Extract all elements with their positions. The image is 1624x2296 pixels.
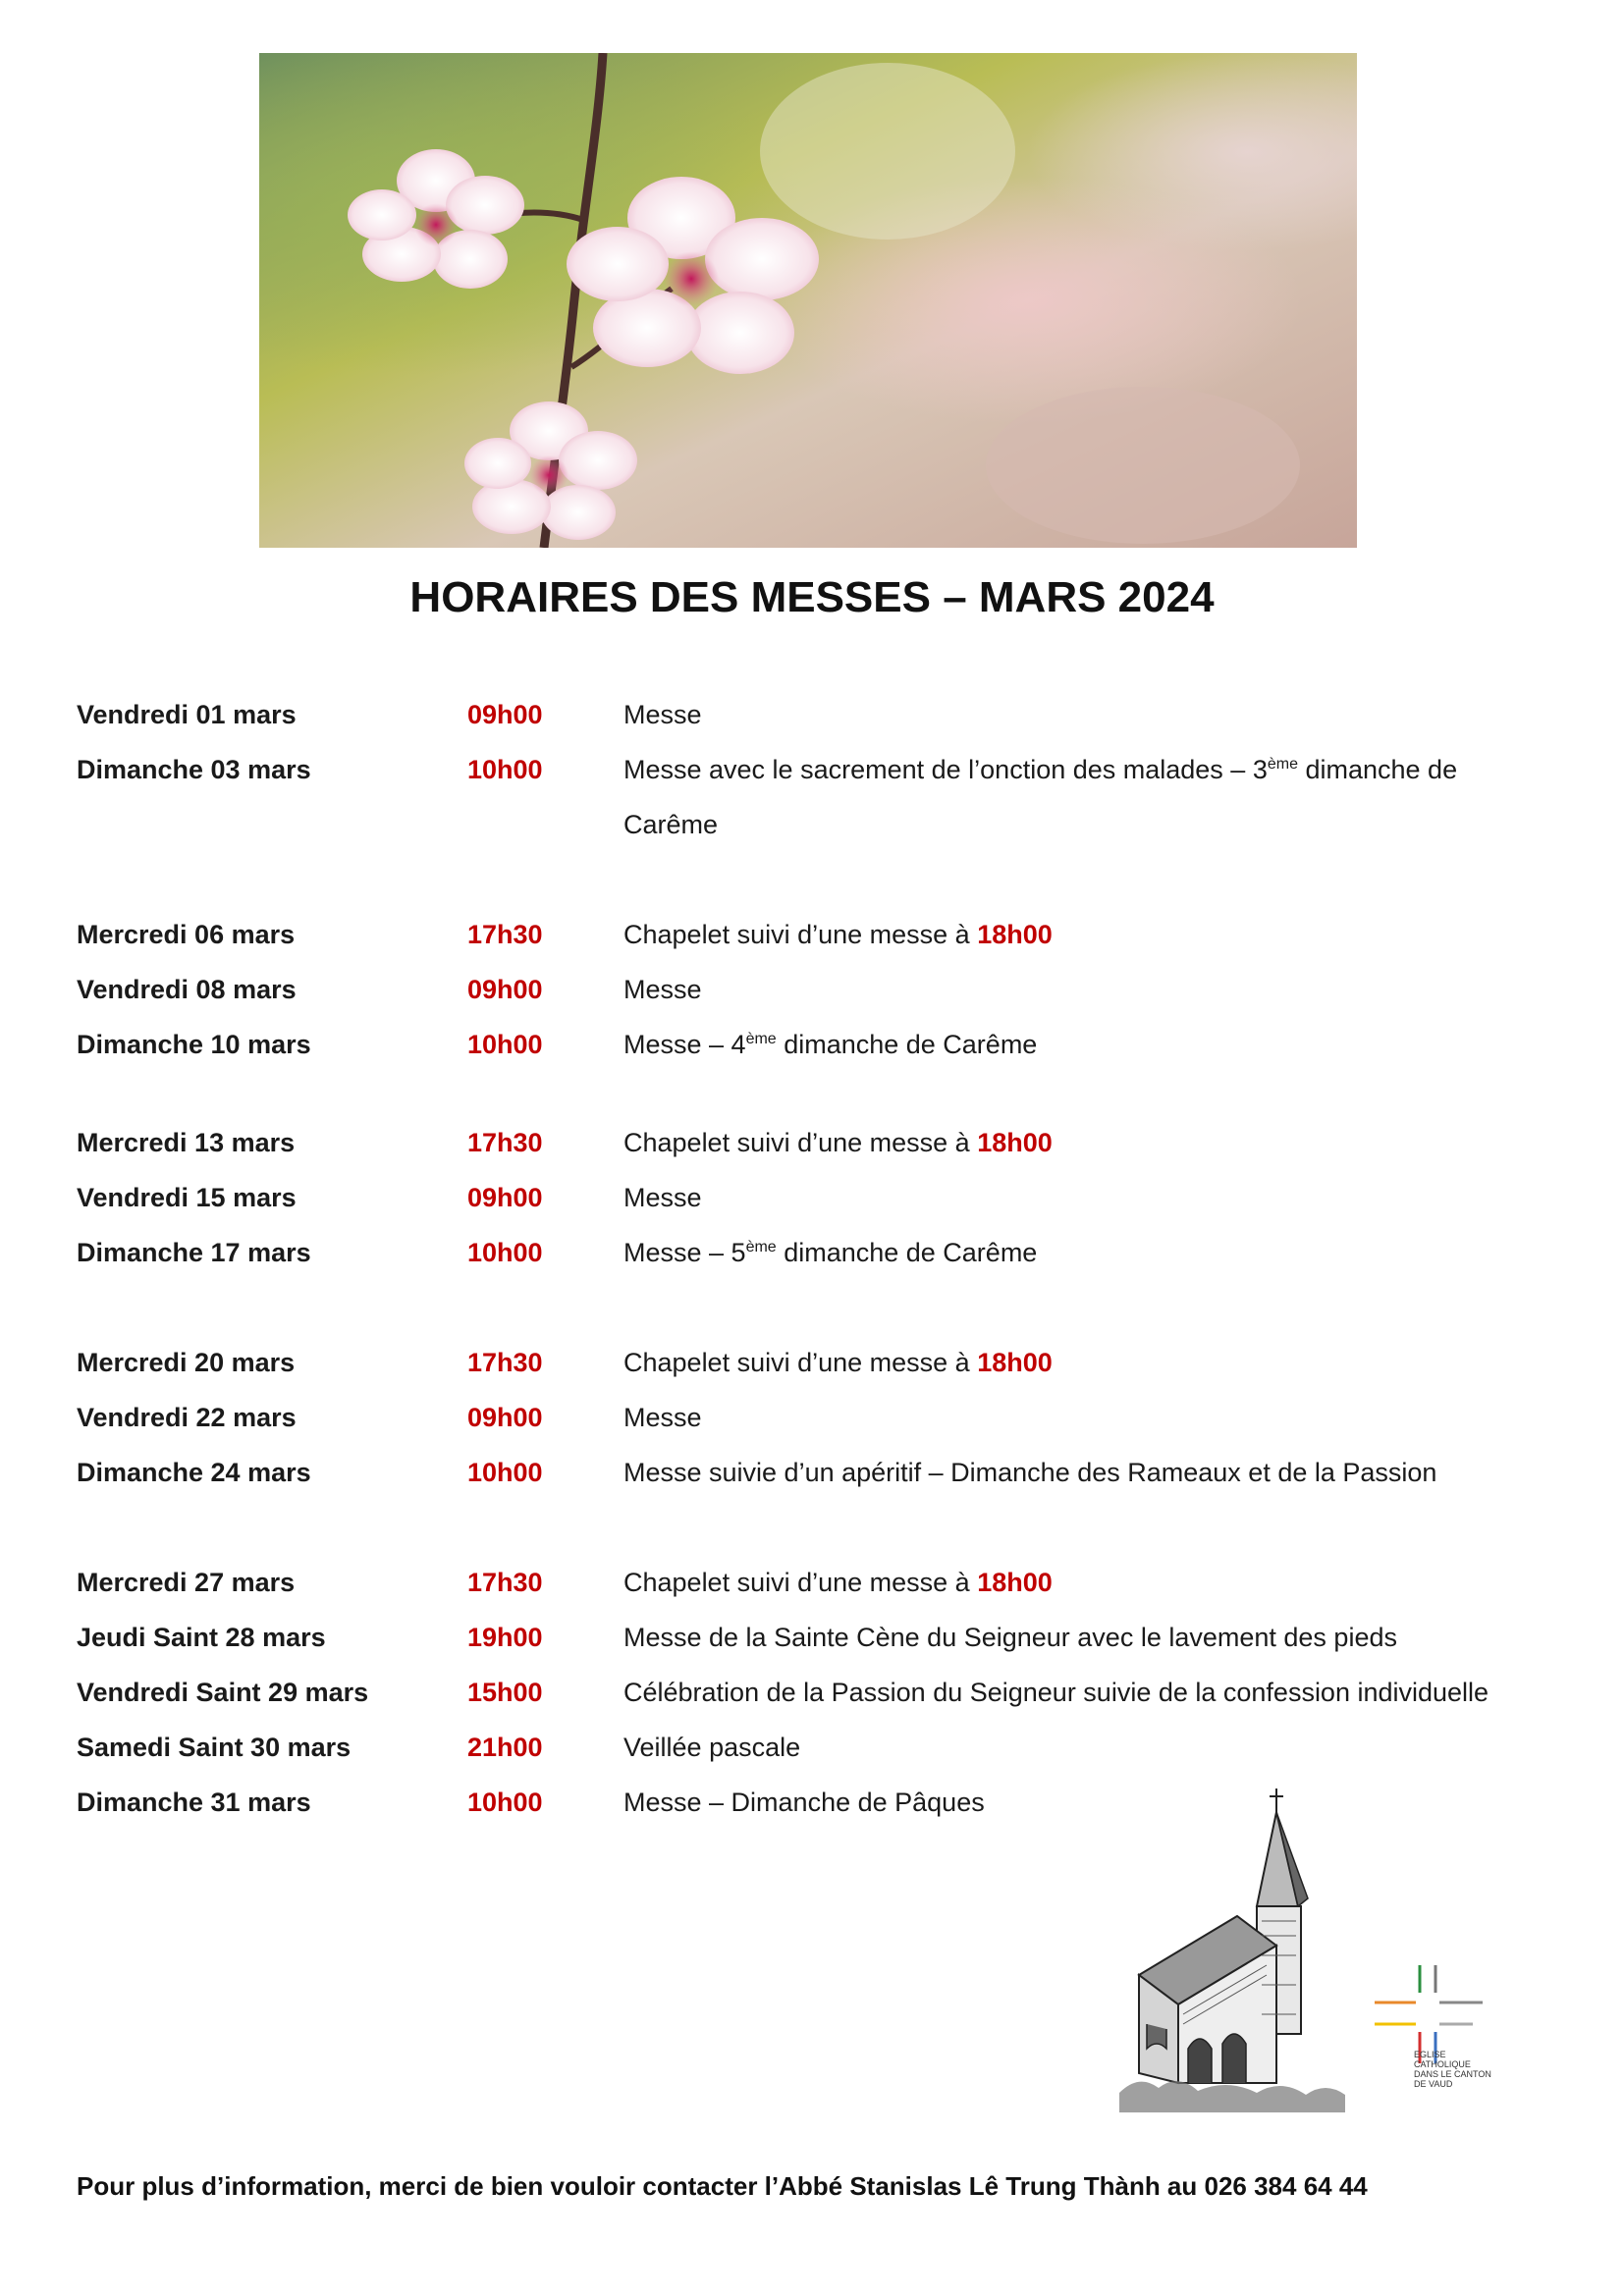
description-text: Chapelet suivi d’une messe à [623,1128,978,1157]
schedule-time: 09h00 [467,975,543,1004]
schedule-day: Vendredi 08 mars [77,975,297,1004]
schedule-day: Vendredi 01 mars [77,700,297,729]
schedule-time: 10h00 [467,1030,543,1059]
schedule-description [623,1115,1549,1170]
schedule-time: 10h00 [467,1788,543,1817]
logo-caption [1414,2050,1492,2089]
schedule-day: Dimanche 10 mars [77,1030,311,1059]
schedule-description: Messe [623,700,702,729]
ordinal-suffix: ème [745,1239,777,1255]
schedule-row [77,962,1549,1017]
logo-line: DANS LE CANTON [1414,2069,1491,2079]
schedule-description [623,1225,1549,1280]
schedule-description: Messe de la Sainte Cène du Seigneur avec le lavement des pieds [623,1623,1397,1652]
logo-line: CATHOLIQUE [1414,2059,1471,2069]
schedule-day: Vendredi 15 mars [77,1183,297,1212]
mass-time: 18h00 [977,920,1053,949]
schedule-row [77,1225,1549,1280]
schedule-row [77,1555,1549,1610]
schedule-description: Messe – Dimanche de Pâques [623,1788,985,1817]
schedule-day: Vendredi Saint 29 mars [77,1678,369,1707]
schedule-description: Messe suivie d’un apéritif – Dimanche des Rameaux et de la Passion [623,1458,1437,1487]
mass-time: 18h00 [977,1128,1053,1157]
schedule-row [77,1335,1549,1390]
mass-time: 18h00 [977,1568,1053,1597]
description-text: dimanche de Carême [623,755,1458,839]
schedule-time: 10h00 [467,1238,543,1267]
schedule-row [77,1665,1549,1720]
schedule-time: 17h30 [467,920,543,949]
ordinal-suffix: ème [745,1031,777,1047]
mass-schedule [77,687,1549,1830]
schedule-row [77,907,1549,962]
schedule-time: 09h00 [467,1183,543,1212]
description-text: Messe avec le sacrement de l’onction des malades – 3 [623,755,1268,784]
description-text: Chapelet suivi d’une messe à [623,1568,978,1597]
schedule-time: 21h00 [467,1733,543,1762]
cherry-blossom-image [259,53,1357,548]
ordinal-suffix: ème [1267,756,1298,773]
mass-time: 18h00 [977,1348,1053,1377]
page-title: HORAIRES DES MESSES – MARS 2024 [409,573,1215,621]
schedule-description: Messe [623,1183,702,1212]
schedule-time: 17h30 [467,1128,543,1157]
schedule-time: 17h30 [467,1348,543,1377]
schedule-time: 15h00 [467,1678,543,1707]
schedule-row [77,742,1549,852]
schedule-row [77,1170,1549,1225]
schedule-time: 10h00 [467,755,543,784]
schedule-row [77,1445,1549,1500]
schedule-day: Dimanche 03 mars [77,755,311,784]
description-text: dimanche de Carême [776,1030,1038,1059]
description-text: Messe – 4 [623,1030,746,1059]
schedule-day: Dimanche 17 mars [77,1238,311,1267]
schedule-time: 10h00 [467,1458,543,1487]
description-text: Messe – 5 [623,1238,746,1267]
schedule-description: Messe [623,975,702,1004]
schedule-row [77,1390,1549,1445]
schedule-day: Mercredi 20 mars [77,1348,296,1377]
logo-line: EGLISE [1414,2050,1446,2059]
schedule-day: Jeudi Saint 28 mars [77,1623,326,1652]
schedule-day: Mercredi 27 mars [77,1568,296,1597]
schedule-day: Mercredi 13 mars [77,1128,296,1157]
schedule-description [623,742,1549,852]
schedule-time: 19h00 [467,1623,543,1652]
schedule-day: Samedi Saint 30 mars [77,1733,352,1762]
logo-line: DE VAUD [1414,2079,1453,2089]
schedule-day: Dimanche 24 mars [77,1458,311,1487]
contact-footer: Pour plus d’information, merci de bien vouloir contacter l’Abbé Stanislas Lê Trung Thành au 026 384 64 44 [77,2171,1368,2201]
header-photo [259,53,1357,548]
schedule-day: Vendredi 22 mars [77,1403,297,1432]
schedule-time: 09h00 [467,700,543,729]
schedule-time: 09h00 [467,1403,543,1432]
schedule-description: Célébration de la Passion du Seigneur suivie de la confession individuelle [623,1678,1489,1707]
description-text: dimanche de Carême [776,1238,1038,1267]
schedule-day: Mercredi 06 mars [77,920,296,949]
schedule-description [623,1335,1549,1390]
description-text: Chapelet suivi d’une messe à [623,920,978,949]
description-text: Chapelet suivi d’une messe à [623,1348,978,1377]
schedule-description [623,1555,1549,1610]
schedule-row [77,687,1549,742]
schedule-row [77,1610,1549,1665]
schedule-day: Dimanche 31 mars [77,1788,311,1817]
schedule-row [77,1720,1549,1775]
schedule-description [623,1017,1549,1072]
schedule-row [77,1115,1549,1170]
schedule-description: Veillée pascale [623,1733,801,1762]
schedule-time: 17h30 [467,1568,543,1597]
schedule-row [77,1017,1549,1072]
schedule-description: Messe [623,1403,702,1432]
schedule-description [623,907,1549,962]
